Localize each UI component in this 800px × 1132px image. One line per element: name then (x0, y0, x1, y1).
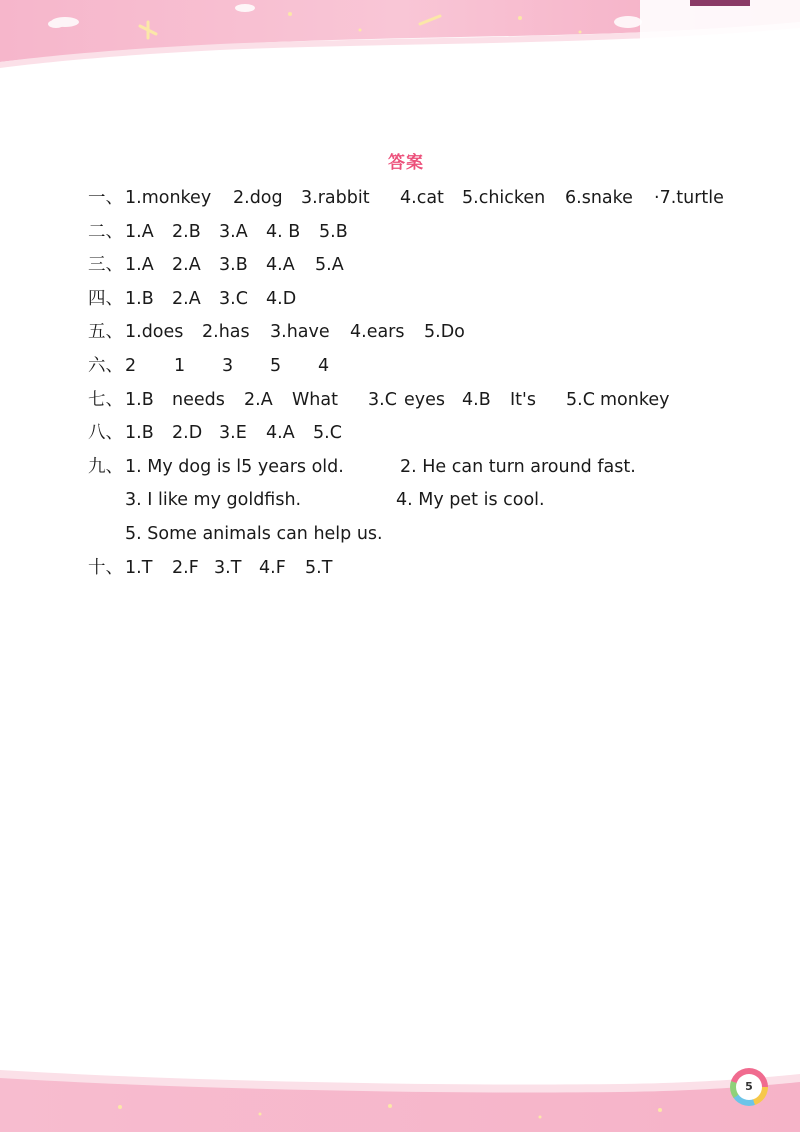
answer-item: 1.B (125, 423, 154, 444)
answer-item: 5.Do (424, 322, 465, 343)
answer-item: 2.has (202, 322, 250, 343)
answer-item: 1.monkey (125, 188, 212, 208)
section-number: 六、 (88, 355, 123, 376)
page-number: 5 (736, 1074, 762, 1100)
answer-item: 3.C (219, 288, 248, 309)
answer-item: 5. Some animals can help us. (125, 523, 383, 544)
answer-item: 4 (318, 355, 330, 376)
section-number: 八、 (88, 423, 123, 444)
answer-item: 4.F (259, 557, 286, 578)
section-number: 四、 (88, 288, 123, 309)
answer-item: 2.A (172, 288, 201, 309)
section-number: 二、 (88, 221, 123, 242)
answer-row (88, 183, 778, 217)
top-decoration (0, 0, 800, 70)
answer-item: 5.A (315, 255, 344, 276)
answer-row (88, 351, 778, 385)
page-number-badge (726, 1066, 772, 1112)
answer-item: 4.B (462, 389, 491, 410)
answer-item: 1 (174, 355, 186, 376)
answer-row (88, 284, 778, 318)
answer-item: 5.chicken (462, 188, 546, 208)
answer-item: 3.have (270, 322, 330, 343)
answer-item: 3.B (219, 255, 248, 276)
answer-item: monkey (600, 389, 670, 410)
answer-list (88, 183, 778, 586)
answer-item: 1.B (125, 288, 154, 309)
answer-row (88, 485, 778, 519)
answer-row (88, 418, 778, 452)
answer-row (88, 317, 778, 351)
section-number: 五、 (88, 322, 123, 343)
section-number: 七、 (88, 389, 123, 410)
answer-item: 3 (222, 355, 234, 376)
answer-item: 5.C (566, 389, 595, 410)
answer-item: It's (510, 389, 536, 410)
answer-row (88, 553, 778, 587)
answer-item: 2. He can turn around fast. (400, 456, 636, 477)
answer-item: 3. I like my goldfish. (125, 490, 302, 511)
answer-item: 2.D (172, 423, 203, 444)
answer-item: 2 (125, 355, 137, 376)
section-number: 一、 (88, 188, 123, 208)
answer-item: 4.A (266, 423, 295, 444)
answer-item: 2.A (172, 255, 201, 276)
answer-item: needs (172, 389, 225, 410)
answer-item: What (292, 389, 338, 410)
answer-item: 2.F (172, 557, 199, 578)
answer-item: 6.snake (565, 188, 633, 208)
answer-item: 1.does (125, 322, 184, 343)
answer-item: 2.dog (233, 188, 283, 208)
answer-item: 5 (270, 355, 282, 376)
answer-item: 4.ears (350, 322, 405, 343)
section-number: 十、 (88, 557, 123, 578)
answer-item: 5.B (319, 221, 348, 242)
answer-row (88, 385, 778, 419)
answer-item: 4. B (266, 221, 301, 242)
answer-row (88, 519, 778, 553)
answer-item: 4. My pet is cool. (396, 490, 545, 511)
answer-item: 3.T (214, 557, 242, 578)
section-number: 九、 (88, 456, 123, 477)
answer-item: 1.A (125, 255, 154, 276)
answer-item: 3.E (219, 423, 247, 444)
answer-row (88, 250, 778, 284)
answer-item: 4.D (266, 288, 297, 309)
answer-item: 3.rabbit (301, 188, 370, 208)
answer-item: 2.A (244, 389, 273, 410)
answer-row (88, 217, 778, 251)
answer-item: 1.A (125, 221, 154, 242)
bottom-decoration (0, 1062, 800, 1132)
answer-item: 3.C (368, 389, 397, 410)
answer-item: 1.B (125, 389, 154, 410)
answer-item: 4.A (266, 255, 295, 276)
answer-item: ·7.turtle (654, 188, 724, 208)
answer-item: 1. My dog is l5 years old. (125, 456, 344, 477)
section-number: 三、 (88, 255, 123, 276)
answer-item: 1.T (125, 557, 153, 578)
answer-item: 5.C (313, 423, 342, 444)
answer-row (88, 452, 778, 486)
answer-item: eyes (404, 389, 446, 410)
answer-item: 2.B (172, 221, 201, 242)
answer-title: 答案 (388, 153, 424, 173)
answer-item: 4.cat (400, 188, 444, 208)
answer-item: 3.A (219, 221, 248, 242)
answer-item: 5.T (305, 557, 333, 578)
